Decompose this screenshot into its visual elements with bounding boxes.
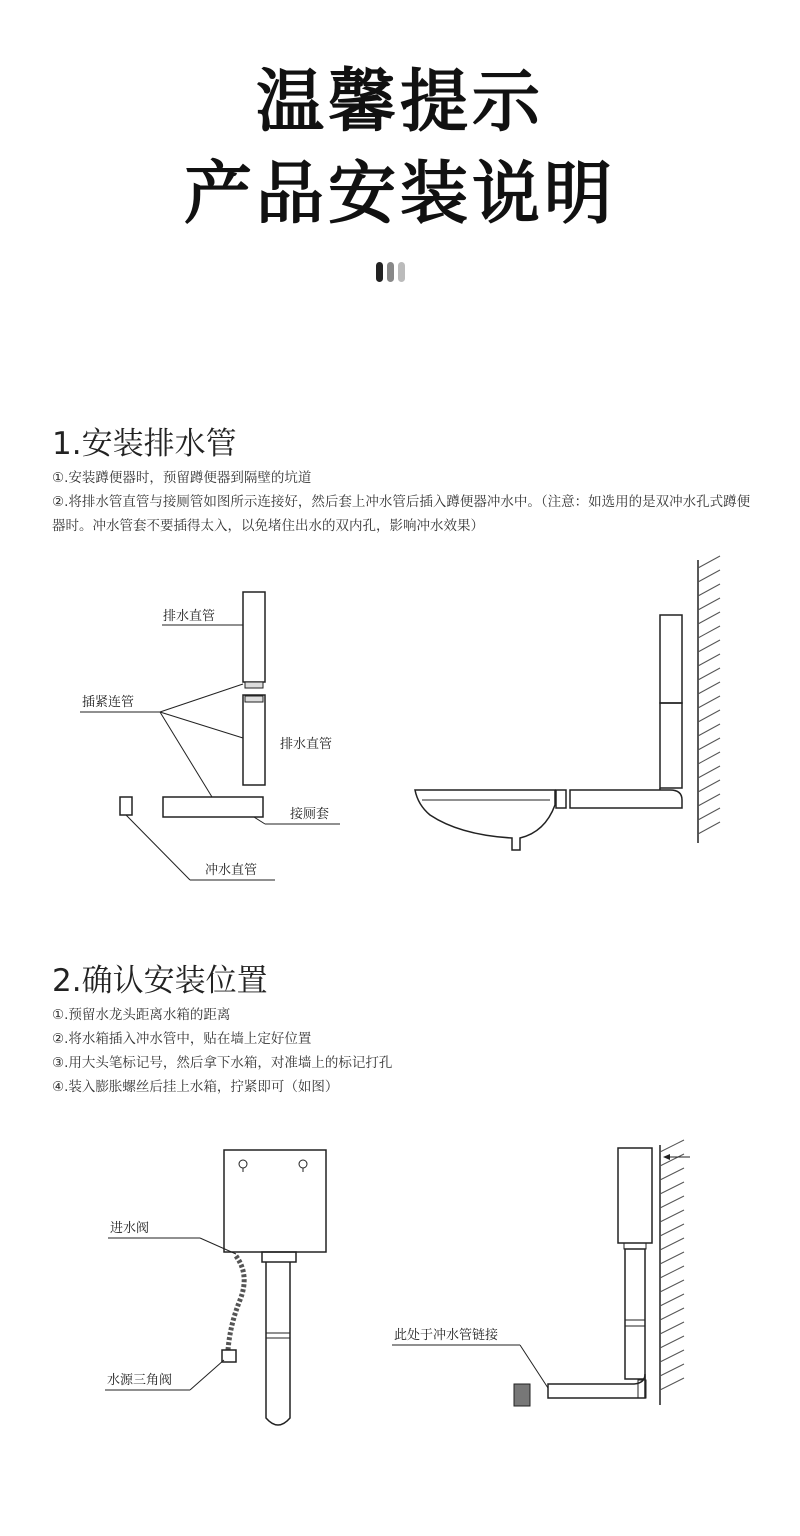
installed-pipe-lower bbox=[660, 703, 682, 788]
squat-toilet bbox=[415, 790, 555, 850]
side-elbow bbox=[548, 1374, 645, 1398]
tank-neck bbox=[262, 1252, 296, 1262]
upper-connector bbox=[245, 682, 263, 688]
section1-step-2: ②.将排水管直管与接厕管如图所示连接好，然后套上冲水管后插入蹲便器冲水中。（注意：如选用的是双冲水孔式蹲便器时。冲水管套不要插得太入，以免堵住出水的双内孔，影响冲水效果） bbox=[52, 494, 751, 534]
label-flush-pipe: 冲水直管 bbox=[205, 863, 258, 878]
flush-connector-block bbox=[514, 1384, 530, 1406]
page-title: 温馨提示 bbox=[255, 63, 544, 142]
lower-drain-pipe bbox=[243, 695, 265, 785]
label-lower-pipe: 排水直管 bbox=[280, 737, 333, 752]
label-angle-valve: 水源三角阀 bbox=[107, 1373, 173, 1388]
tank-side bbox=[618, 1148, 652, 1243]
dot-dark bbox=[376, 262, 383, 282]
wall-hatching-2 bbox=[660, 1140, 684, 1390]
section2-diagram bbox=[0, 1140, 800, 1440]
label-connection-point: 此处于冲水管链接 bbox=[394, 1328, 499, 1343]
wall-hatching bbox=[698, 556, 720, 834]
section2-step-2: ②.将水箱插入冲水管中，贴在墙上定好位置 bbox=[52, 1031, 312, 1047]
section2-step-1: ①.预留水龙头距离水箱的距离 bbox=[52, 1007, 231, 1023]
section2-step-3: ③.用大头笔标记号，然后拿下水箱，对准墙上的标记打孔 bbox=[52, 1055, 393, 1071]
braided-hose bbox=[228, 1256, 244, 1350]
installed-pipe-upper bbox=[660, 615, 682, 703]
section1-step-1: ①.安装蹲便器时，预留蹲便器到隔壁的坑道 bbox=[52, 470, 312, 486]
flush-pipe-down bbox=[266, 1262, 290, 1425]
flush-pipe-small bbox=[120, 797, 132, 815]
upper-drain-pipe bbox=[243, 592, 265, 682]
side-pipe bbox=[625, 1249, 645, 1379]
section1-steps bbox=[52, 466, 752, 538]
section1-heading: 1.安装排水管 bbox=[52, 426, 237, 462]
installed-elbow bbox=[570, 790, 682, 808]
toilet-sleeve bbox=[163, 797, 263, 817]
dot-mid bbox=[387, 262, 394, 282]
section1-diagram bbox=[0, 555, 800, 895]
section2-steps bbox=[52, 1003, 752, 1099]
label-inlet-valve: 进水阀 bbox=[110, 1221, 150, 1236]
dot-light bbox=[398, 262, 405, 282]
section2-step-4: ④.装入膨胀螺丝后挂上水箱，拧紧即可（如图） bbox=[52, 1079, 339, 1095]
page-subtitle: 产品安装说明 bbox=[183, 155, 616, 234]
label-toilet-sleeve: 接厕套 bbox=[290, 807, 330, 822]
label-upper-pipe: 排水直管 bbox=[163, 609, 216, 624]
decorative-dots bbox=[376, 262, 405, 282]
lower-connector bbox=[245, 696, 263, 702]
label-connector: 插紧连管 bbox=[82, 695, 135, 710]
section2-heading: 2.确认安装位置 bbox=[52, 963, 268, 999]
